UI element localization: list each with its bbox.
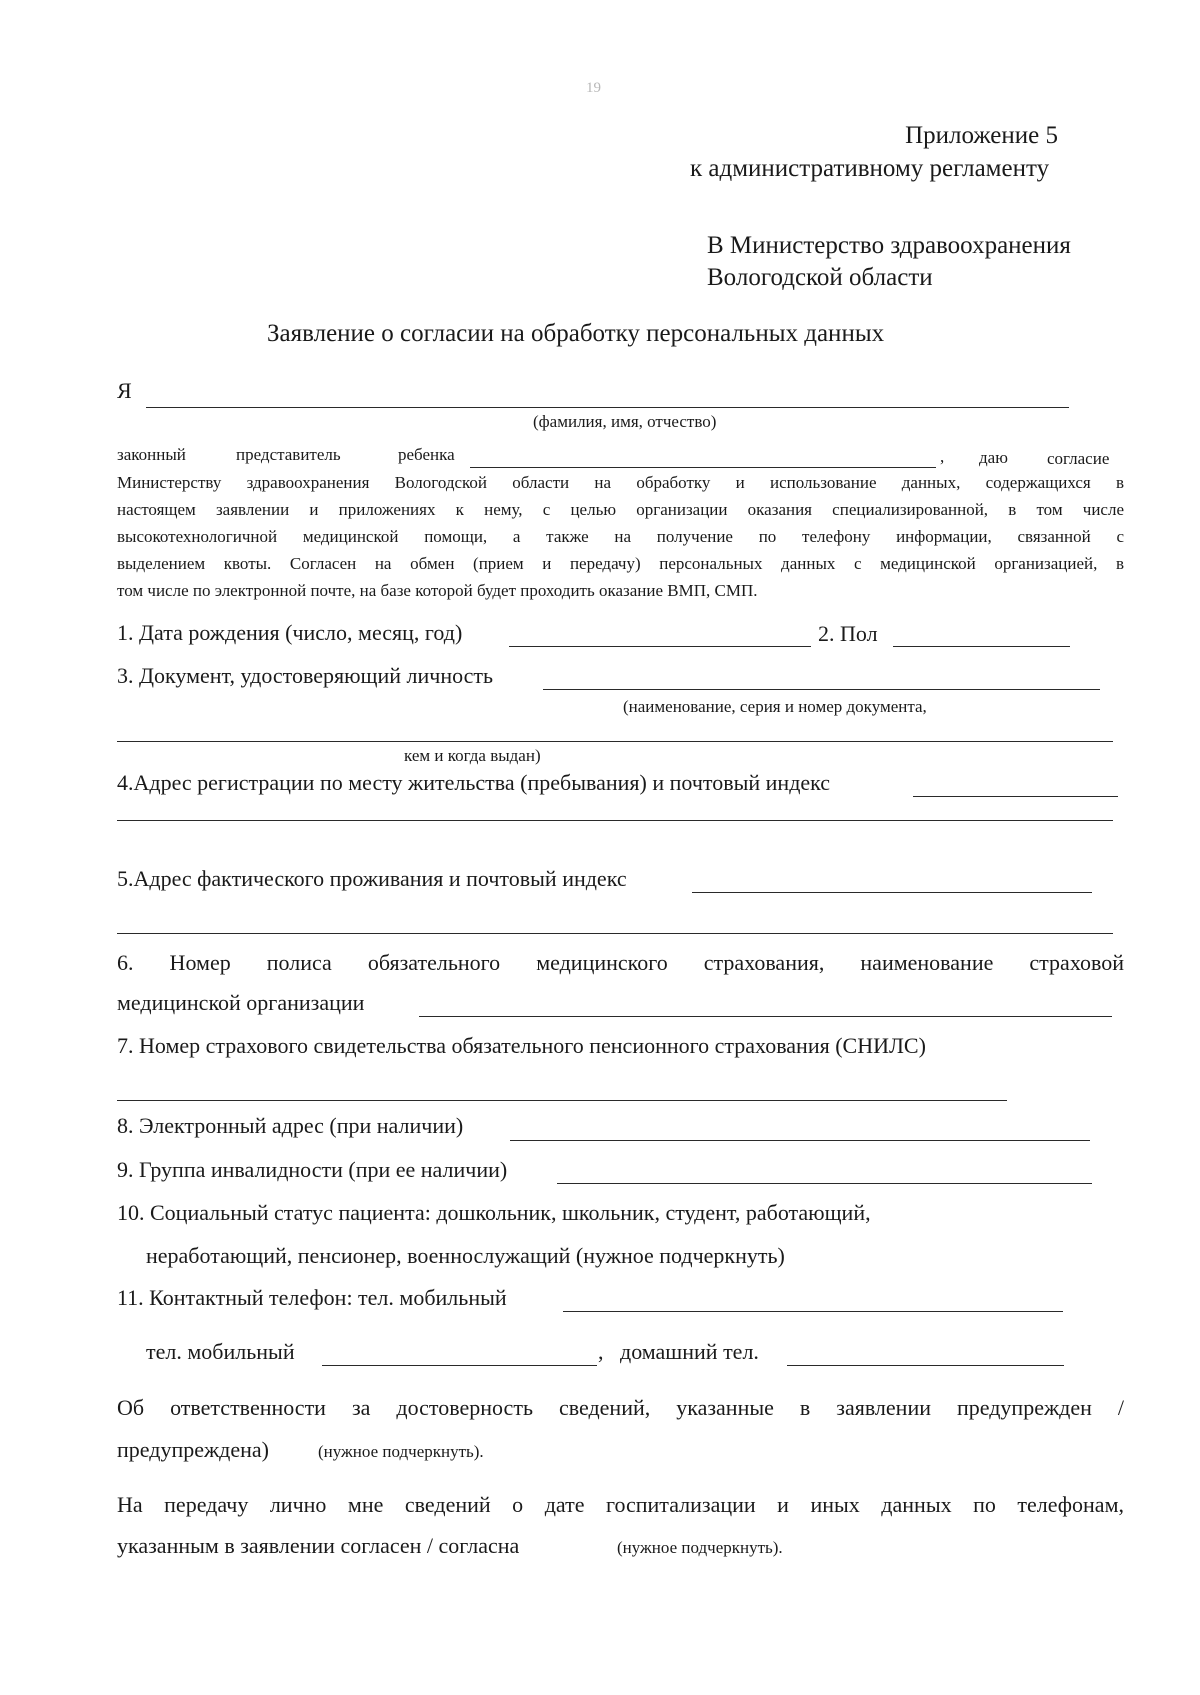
responsibility-note: (нужное подчеркнуть).: [318, 1442, 484, 1461]
birthdate-label: 1. Дата рождения (число, месяц, год): [117, 620, 463, 645]
child-name-line[interactable]: [470, 467, 936, 468]
mobile2-line[interactable]: [322, 1365, 597, 1366]
actual-address-label: 5.Адрес фактического проживания и почтовый индекс: [117, 866, 627, 891]
document-title: Заявление о согласии на обработку персональных данных: [267, 320, 885, 347]
addressee-line2: Вологодской области: [707, 264, 933, 291]
id-document-line2[interactable]: [117, 741, 1113, 742]
rep-word1: законный: [117, 445, 186, 464]
snils-line[interactable]: [117, 1100, 1007, 1101]
id-document-caption2: кем и когда выдан): [404, 746, 541, 765]
mobile2-label: тел. мобильный: [146, 1339, 295, 1364]
registration-address-line2[interactable]: [117, 820, 1113, 821]
sex-line[interactable]: [893, 646, 1070, 647]
regulation-label: к административному регламенту: [690, 155, 1050, 182]
transfer-line1: На передачу лично мне сведений о дате госпитализации и иных данных по телефонам,: [117, 1492, 1124, 1517]
transfer-line2: указанным в заявлении согласен / согласна: [117, 1533, 520, 1558]
intro-body-line3: высокотехнологичной медицинской помощи, а также на получение по телефону информации, связанной с: [117, 527, 1124, 546]
sex-label: 2. Пол: [818, 621, 878, 646]
registration-address-label: 4.Адрес регистрации по месту жительства (пребывания) и почтовый индекс: [117, 770, 831, 795]
actual-address-line2[interactable]: [117, 933, 1113, 934]
rep-word3: ребенка: [398, 445, 455, 464]
responsibility-line2: предупреждена): [117, 1437, 270, 1462]
id-document-label: 3. Документ, удостоверяющий личность: [117, 663, 494, 688]
birthdate-line[interactable]: [509, 646, 811, 647]
fio-caption: (фамилия, имя, отчество): [533, 412, 717, 431]
email-line[interactable]: [510, 1140, 1090, 1141]
actual-address-line[interactable]: [692, 892, 1092, 893]
responsibility-line1: Об ответственности за достоверность сведений, указанные в заявлении предупрежден /: [117, 1395, 1124, 1420]
rep-comma: ,: [940, 447, 945, 466]
rep-word4: даю: [979, 448, 1008, 467]
appendix-label: Приложение 5: [905, 122, 1058, 149]
mobile-phone-line[interactable]: [563, 1311, 1063, 1312]
transfer-note: (нужное подчеркнуть).: [617, 1538, 783, 1557]
social-status-line2: неработающий, пенсионер, военнослужащий (нужное подчеркнуть): [146, 1243, 785, 1268]
rep-word2: представитель: [236, 445, 341, 464]
policy-label-line2: медицинской организации: [117, 990, 365, 1015]
fio-line[interactable]: [146, 407, 1069, 408]
intro-body-line1: Министерству здравоохранения Вологодской области на обработку и использование данных, содержащихся в: [117, 473, 1124, 492]
rep-word5: согласие: [1047, 449, 1110, 468]
ya-label: Я: [117, 378, 132, 403]
page-number: 19: [586, 80, 601, 96]
mobile2-comma: ,: [598, 1339, 604, 1364]
disability-line[interactable]: [557, 1183, 1092, 1184]
addressee-line1: В Министерство здравоохранения: [707, 232, 1071, 259]
policy-line[interactable]: [419, 1016, 1112, 1017]
policy-label-line1: 6. Номер полиса обязательного медицинского страхования, наименование страховой: [117, 950, 1124, 975]
email-label: 8. Электронный адрес (при наличии): [117, 1113, 464, 1138]
intro-body-line5: том числе по электронной почте, на базе которой будет проходить оказание ВМП, СМП.: [117, 581, 758, 600]
phone-label: 11. Контактный телефон: тел. мобильный: [117, 1285, 507, 1310]
id-document-caption1: (наименование, серия и номер документа,: [623, 697, 927, 716]
registration-address-line[interactable]: [913, 796, 1118, 797]
intro-body-line4: выделением квоты. Согласен на обмен (прием и передачу) персональных данных с медицинской организацией, в: [117, 554, 1124, 573]
intro-body-line2: настоящем заявлении и приложениях к нему, с целью организации оказания специализированной, в том числе: [117, 500, 1124, 519]
home-phone-label: домашний тел.: [620, 1339, 759, 1364]
snils-label: 7. Номер страхового свидетельства обязательного пенсионного страхования (СНИЛС): [117, 1033, 926, 1058]
home-phone-line[interactable]: [787, 1365, 1064, 1366]
disability-label: 9. Группа инвалидности (при ее наличии): [117, 1157, 508, 1182]
id-document-line[interactable]: [543, 689, 1100, 690]
social-status-line1: 10. Социальный статус пациента: дошкольник, школьник, студент, работающий,: [117, 1200, 871, 1225]
